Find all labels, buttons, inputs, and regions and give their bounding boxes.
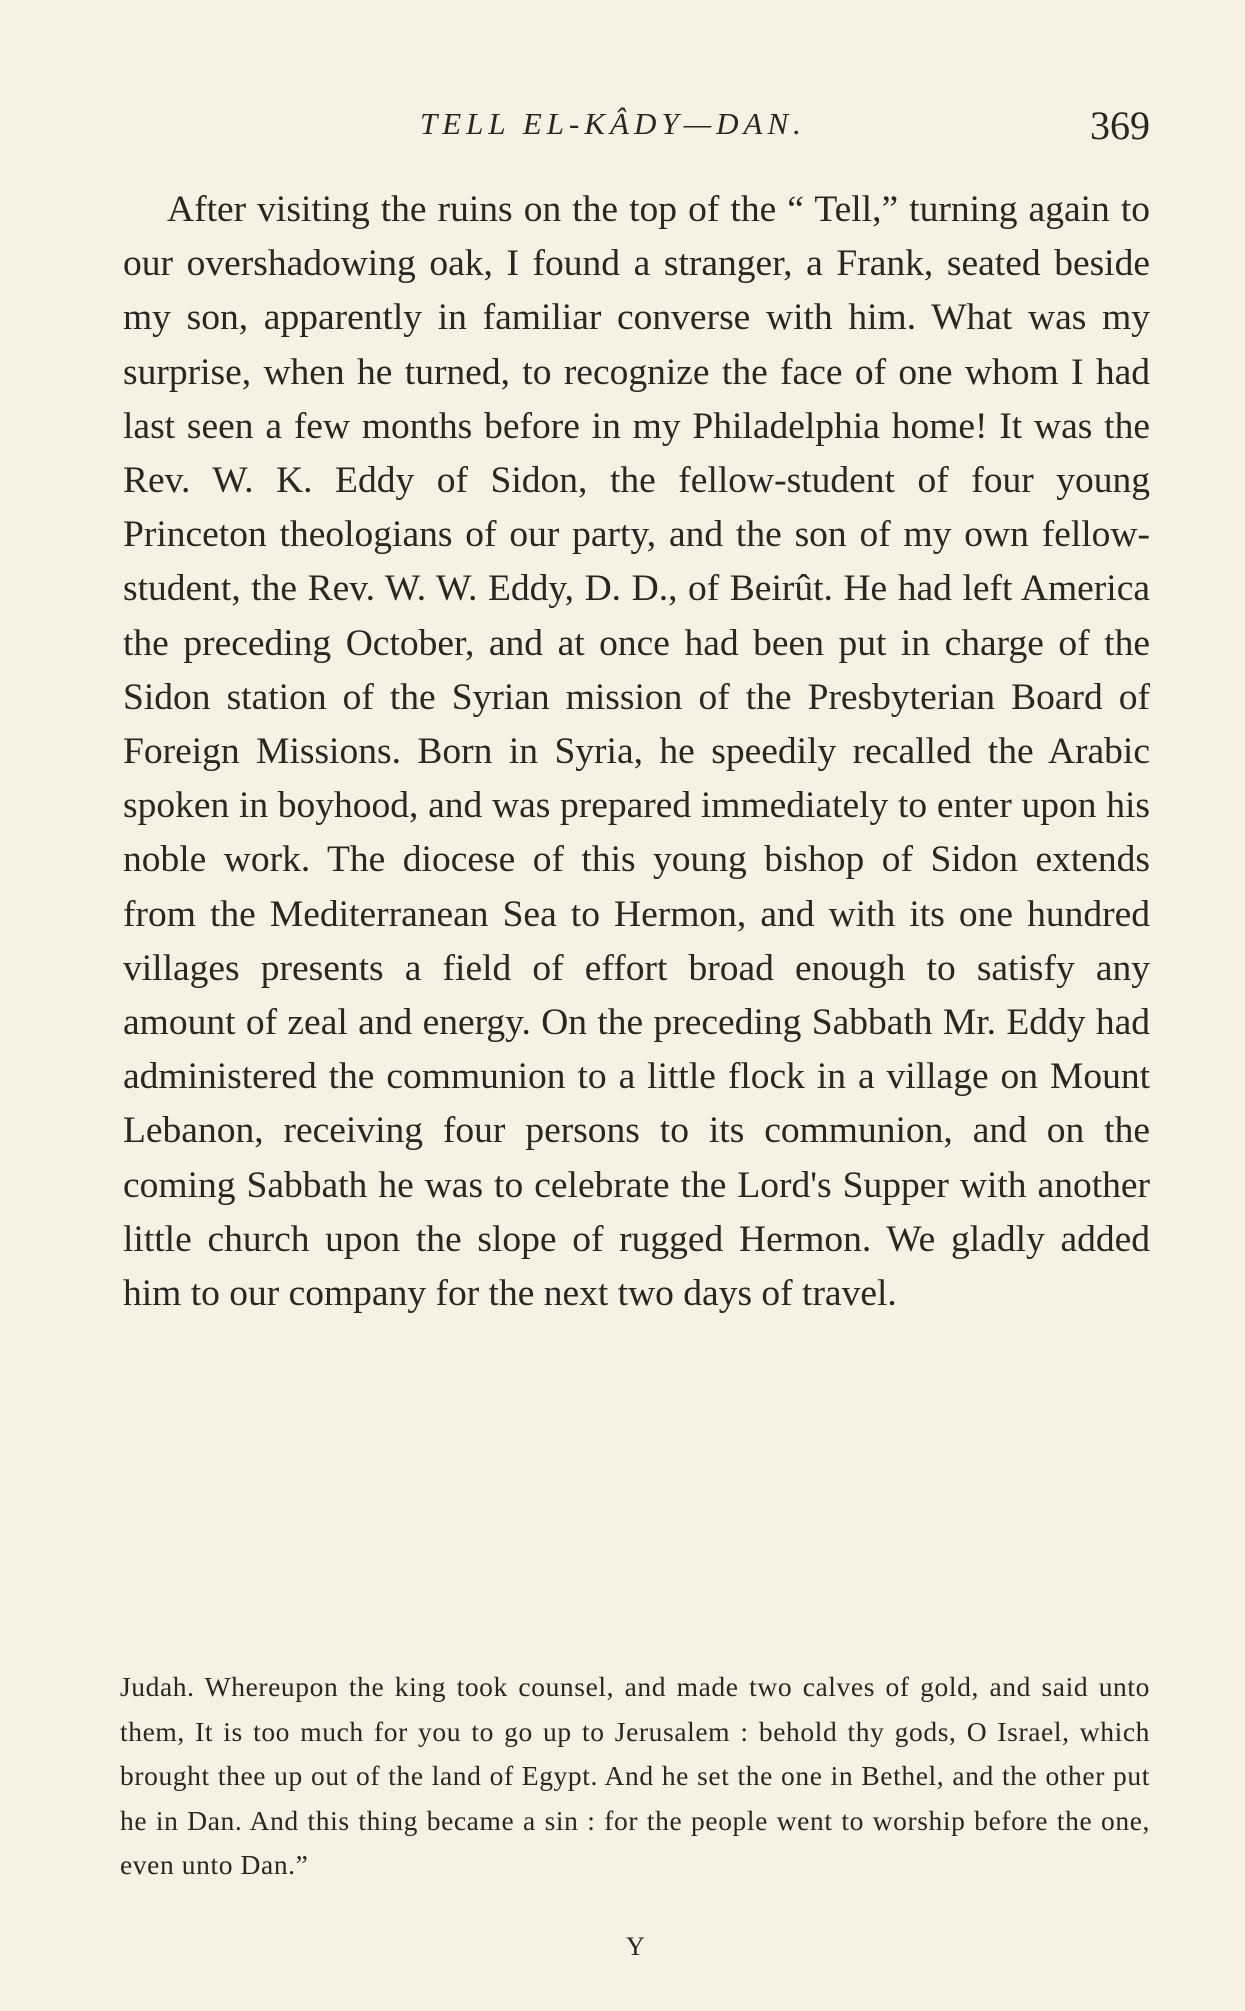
- signature-mark: Y: [626, 1932, 645, 1961]
- running-title: TELL EL-KÂDY—DAN.: [420, 106, 806, 141]
- running-head: [120, 102, 1150, 162]
- page-number: 369: [1090, 103, 1150, 148]
- footnote-quotation: Judah. Whereupon the king took counsel, and made two calves of gold, and said unto them, It is too much for you to go up to Jerusalem : behold thy gods, O Israel, which brought thee up out of the land of Egypt. And he set the one in Bethel, and the other put he in Dan. And this thing became a sin : for the people went to worship before the one, even unto Dan.”: [120, 1671, 1150, 1880]
- body-paragraph: After visiting the ruins on the top of the “ Tell,” turning again to our overshadowing oak, I found a stranger, a Frank, seated beside my son, apparently in familiar converse with him. What was my surprise, when he turned, to recognize the face of one whom I had last seen a few months before in my Philadelphia home! It was the Rev. W. K. Eddy of Sidon, the fellow-student of four young Princeton theologians of our party, and the son of my own fellow-student, the Rev. W. W. Eddy, D. D., of Beirût. He had left America the preceding October, and at once had been put in charge of the Sidon station of the Syrian mission of the Presbyterian Board of Foreign Missions. Born in Syria, he speedily recalled the Arabic spoken in boyhood, and was prepared immediately to enter upon his noble work. The diocese of this young bishop of Sidon extends from the Mediterranean Sea to Hermon, and with its one hundred villages presents a field of effort broad enough to satisfy any amount of zeal and energy. On the preceding Sabbath Mr. Eddy had administered the communion to a little flock in a village on Mount Lebanon, receiving four persons to its communion, and on the coming Sabbath he was to celebrate the Lord's Supper with another little church upon the slope of rugged Hermon. We gladly added him to our company for the next two days of travel.: [123, 189, 1150, 1315]
